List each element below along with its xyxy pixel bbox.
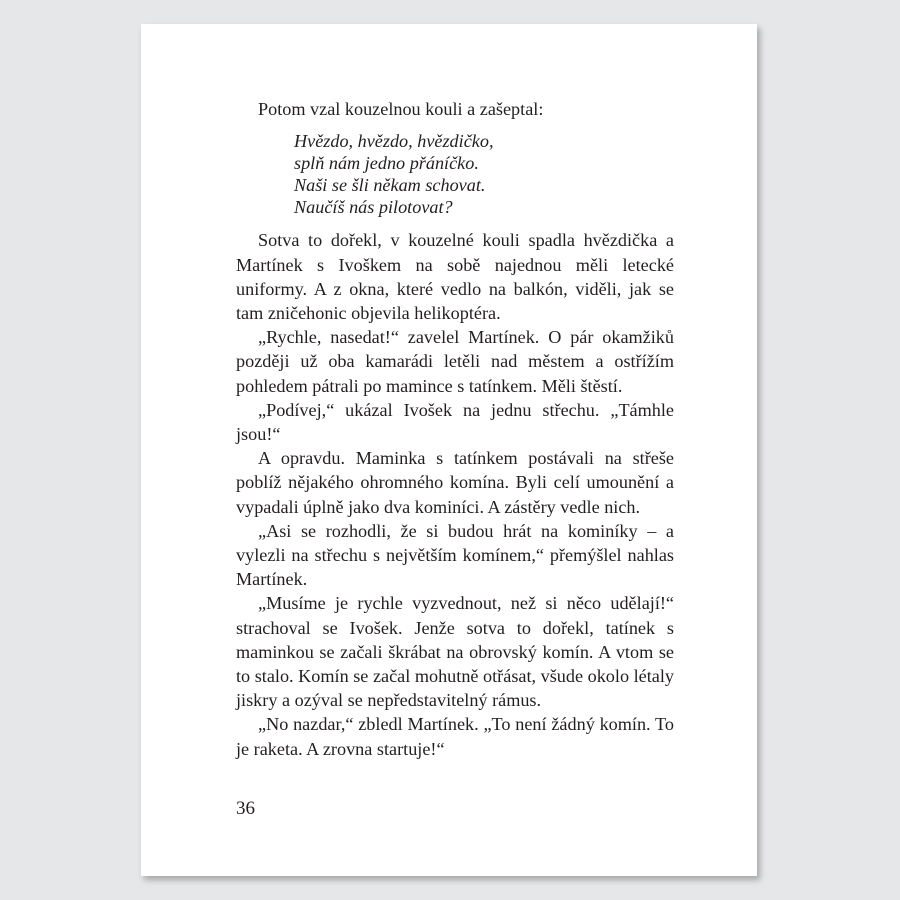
paragraph: „Asi se rozhodli, že si budou hrát na kominíky – a vylezli na střechu s největším komínem,“ přemýšlel nahlas Martínek. (236, 520, 674, 590)
paragraph: „No nazdar,“ zbledl Martínek. „To není žádný komín. To je raketa. A zrovna startuje!“ (236, 714, 674, 759)
paragraph: „Podívej,“ ukázal Ivošek na jednu střechu. „Támhle jsou!“ (236, 399, 674, 445)
page-number: 36 (236, 798, 255, 819)
book-page (141, 24, 757, 876)
intro-line: Potom vzal kouzelnou kouli a zašeptal: (258, 99, 544, 119)
paragraph: Sotva to dořekl, v kouzelné kouli spadla hvězdička a Martínek s Ivoškem na sobě najednou měli letecké uniformy. A z okna, které vedlo na balkón, viděli, jak se tam zničehonic objevila helikoptéra. (236, 230, 674, 323)
poem-line: Naši se šli někam schovat. (294, 174, 486, 195)
paragraph: A opravdu. Maminka s tatínkem postávali na střeše poblíž nějakého ohromného komína. Byli celí umounění a vypadali úplně jako dva kominíci. A zástěry vedle nich. (236, 448, 674, 517)
poem-line: Naučíš nás pilotovat? (294, 196, 453, 217)
poem-line: splň nám jedno přáníčko. (294, 153, 479, 173)
paragraph: „Musíme je rychle vyzvednout, než si něco udělají!“ strachoval se Ivošek. Jenže sotva to dořekl, tatínek s maminkou se začali škrábat na obrovský komín. A vtom se to stalo. Komín se začal mohutně otřásat, všude okolo létaly jiskry a ozýval se nepředstavitelný rámus. (236, 593, 674, 711)
poem-verse (294, 131, 674, 218)
page-text (236, 97, 674, 761)
paragraph: „Rychle, nasedat!“ zavelel Martínek. O pár okamžiků později už oba kamarádi letěli nad městem a ostřížím pohledem pátrali po mamince s tatínkem. Měli štěstí. (236, 327, 674, 396)
poem-line: Hvězdo, hvězdo, hvězdičko, (294, 131, 494, 152)
